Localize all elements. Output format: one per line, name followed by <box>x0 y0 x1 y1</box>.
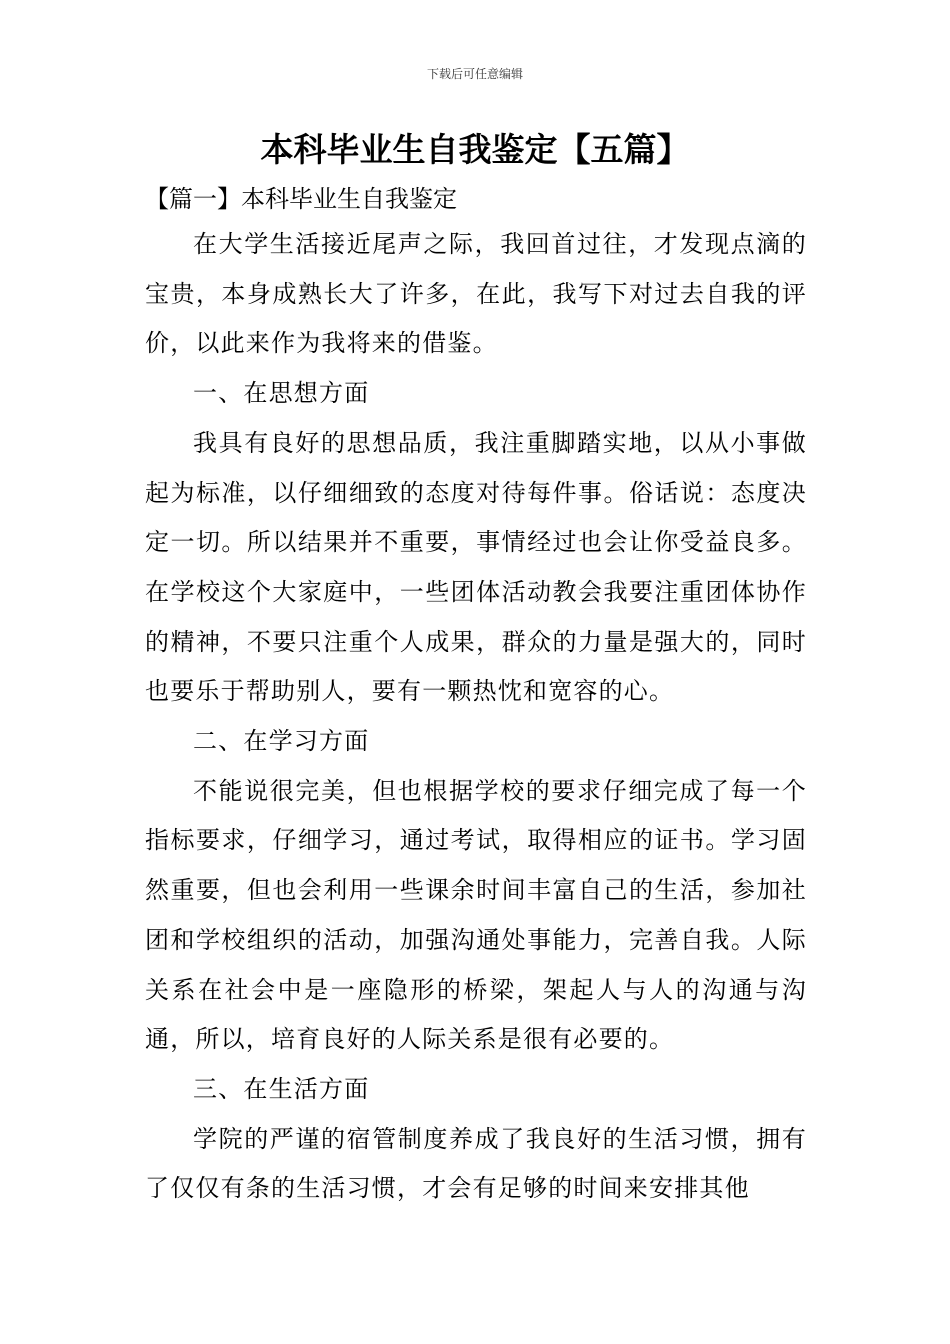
header-note: 下载后可任意编辑 <box>426 67 523 81</box>
document-body <box>145 178 807 1214</box>
subheading-study: 二、在学习方面 <box>193 727 370 756</box>
paragraph-study: 不能说很完美，但也根据学校的要求仔细完成了每一个指标要求，仔细学习，通过考试，取得相应的证书。学习固然重要，但也会利用一些课余时间丰富自己的生活，参加社团和学校组织的活动，加强沟通处事能力，完善自我。人际关系在社会中是一座隐形的桥梁，架起人与人的沟通与沟通，所以，培育良好的人际关系是很有必要的。 <box>145 776 807 1054</box>
intro-paragraph: 在大学生活接近尾声之际，我回首过往，才发现点滴的宝贵，本身成熟长大了许多，在此，我写下对过去自我的评价，以此来作为我将来的借鉴。 <box>145 230 807 358</box>
paragraph-thought: 我具有良好的思想品质，我注重脚踏实地，以从小事做起为标准，以仔细细致的态度对待每件事。俗话说：态度决定一切。所以结果并不重要，事情经过也会让你受益良多。在学校这个大家庭中，一些团体活动教会我要注重团体协作的精神，不要只注重个人成果，群众的力量是强大的，同时也要乐于帮助别人，要有一颗热忱和宽容的心。 <box>145 428 807 706</box>
document-title: 本科毕业生自我鉴定【五篇】 <box>260 130 690 169</box>
subheading-thought: 一、在思想方面 <box>193 379 370 408</box>
section-heading: 【篇一】本科毕业生自我鉴定 <box>145 185 457 213</box>
subheading-life: 三、在生活方面 <box>193 1074 370 1103</box>
paragraph-life: 学院的严谨的宿管制度养成了我良好的生活习惯，拥有了仅仅有条的生活习惯，才会有足够的时间来安排其他 <box>145 1124 807 1203</box>
